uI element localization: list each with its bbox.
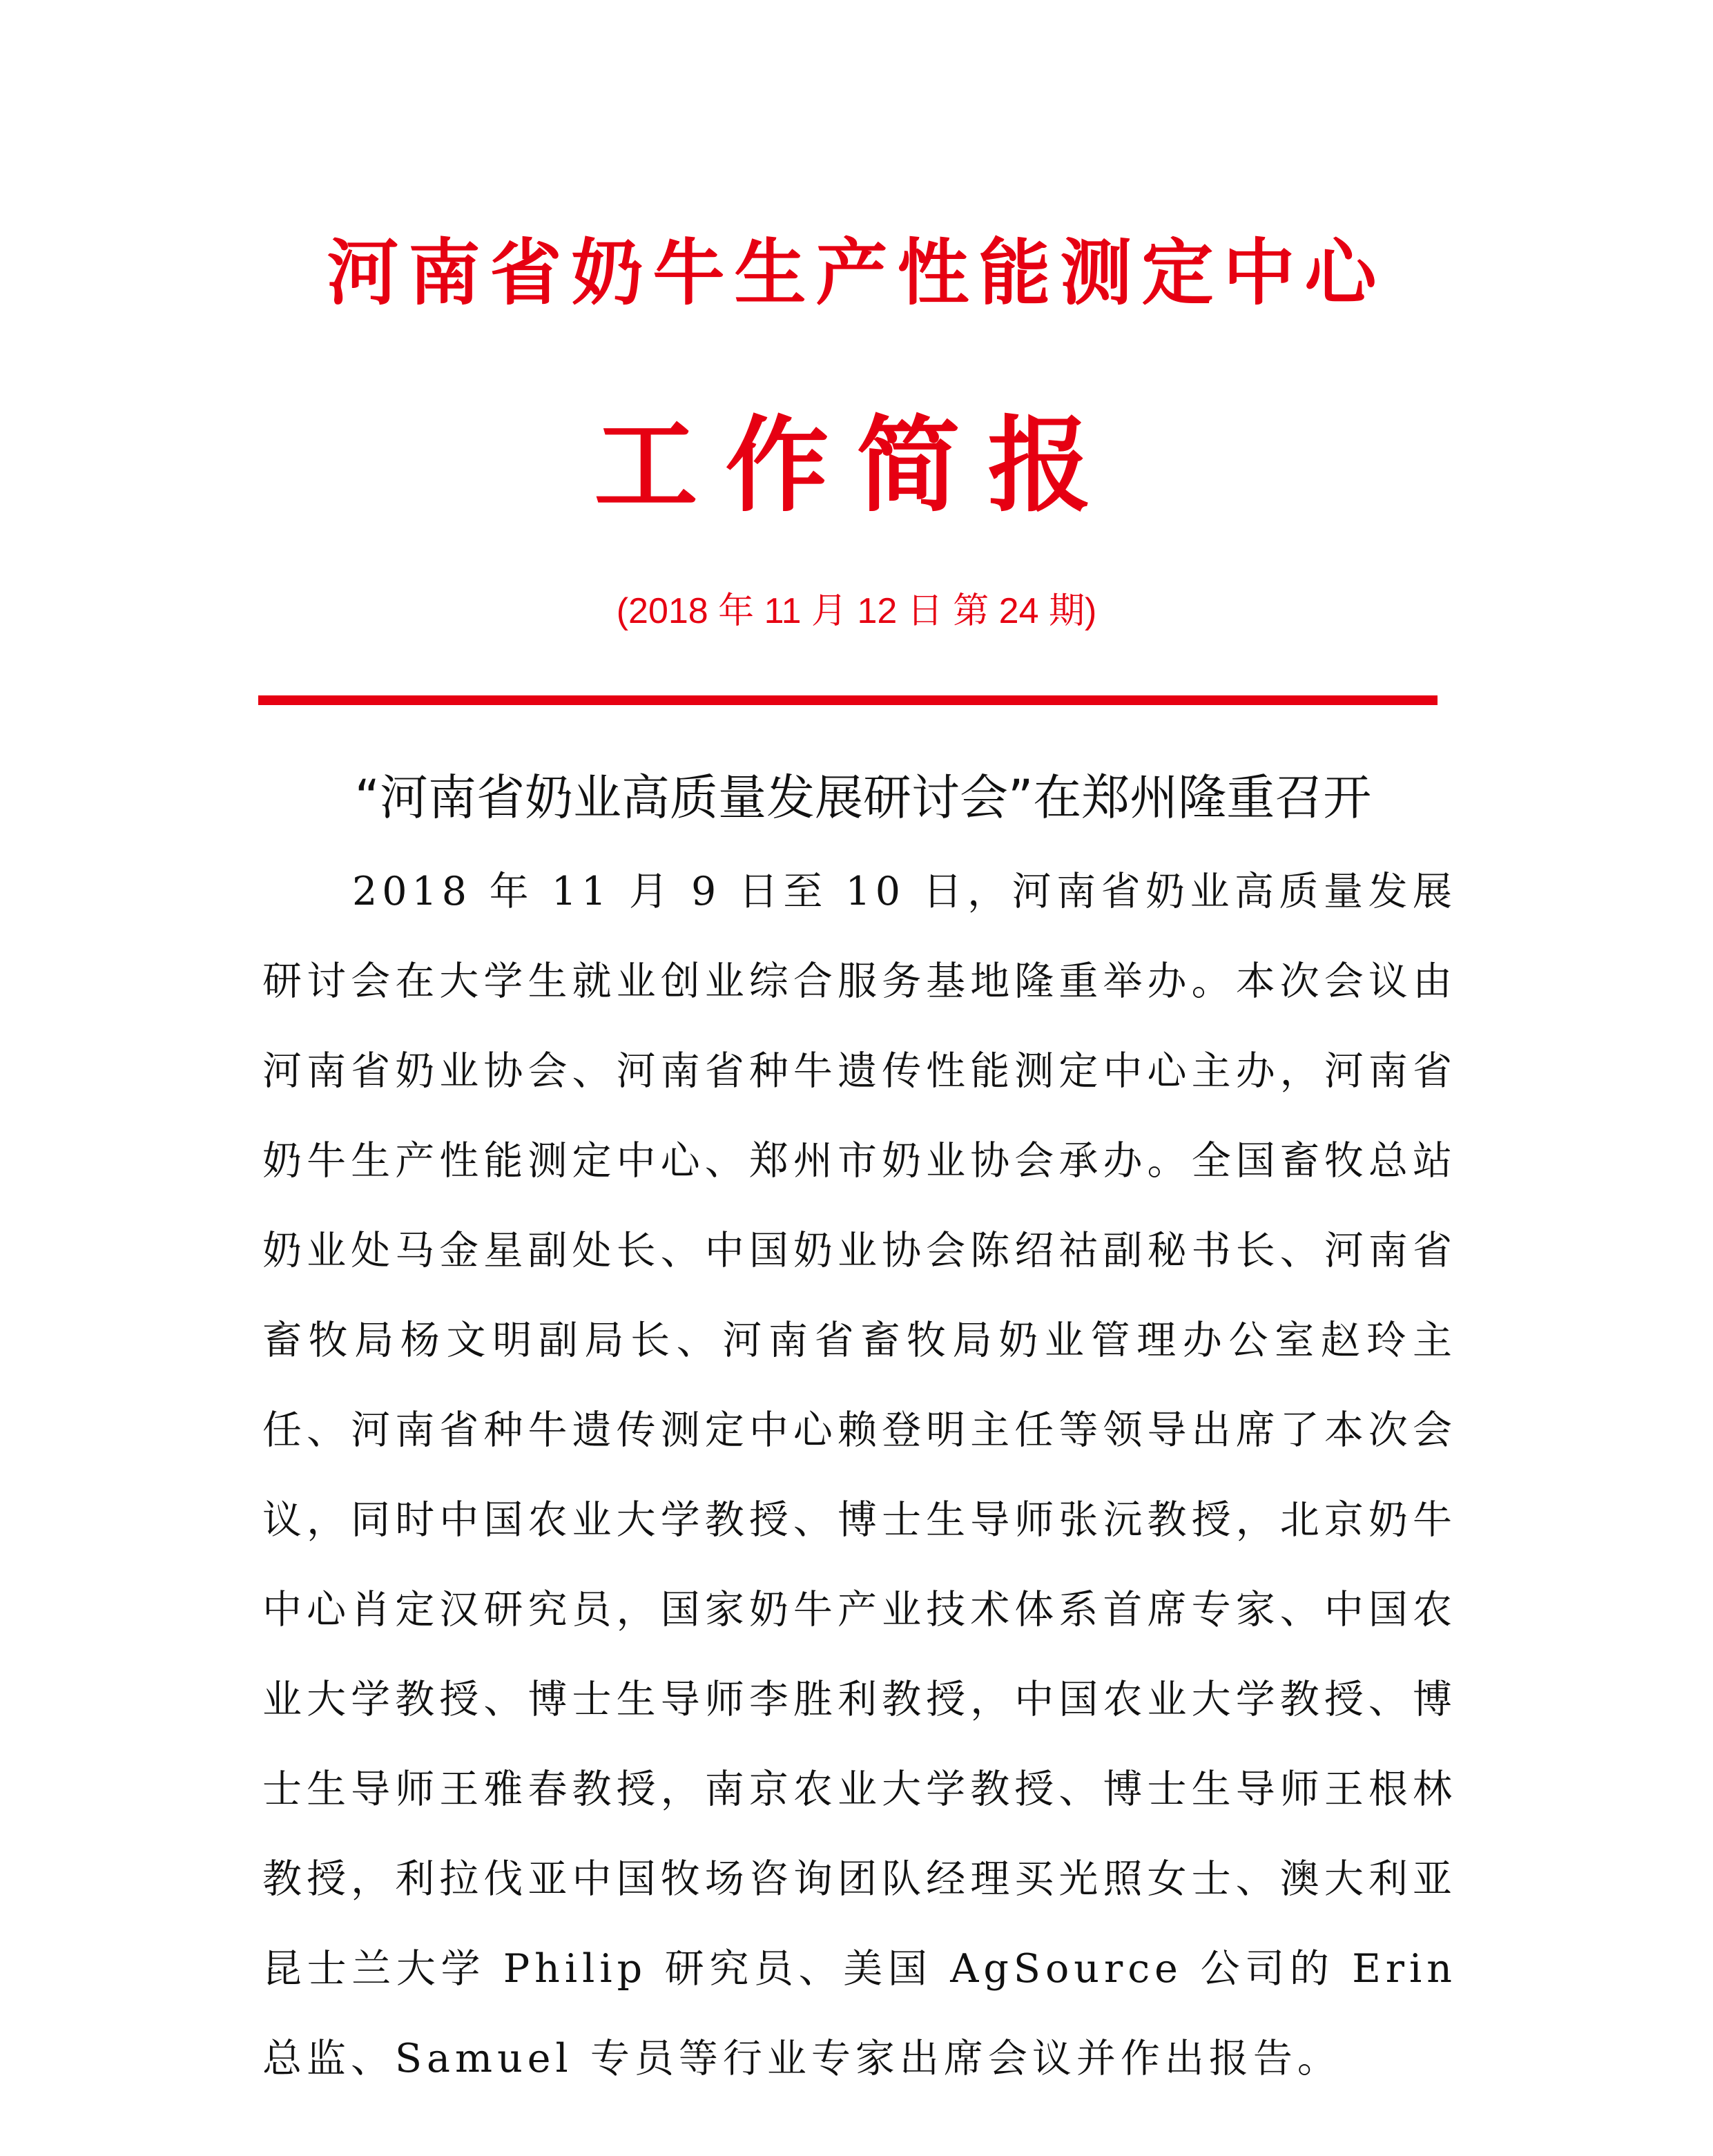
- red-divider-rule: [258, 695, 1438, 705]
- article-body: 2018 年 11 月 9 日至 10 日，河南省奶业高质量发展研讨会在大学生就业创业综合服务基地隆重举办。本次会议由河南省奶业协会、河南省种牛遗传性能测定中心主办，河南省奶牛生产性能测定中心、郑州市奶业协会承办。全国畜牧总站奶业处马金星副处长、中国奶业协会陈绍祜副秘书长、河南省畜牧局杨文明副局长、河南省畜牧局奶业管理办公室赵玲主任、河南省种牛遗传测定中心赖登明主任等领导出席了本次会议，同时中国农业大学教授、博士生导师张沅教授，北京奶牛中心肖定汉研究员，国家奶牛产业技术体系首席专家、中国农业大学教授、博士生导师李胜利教授，中国农业大学教授、博士生导师王雅春教授，南京农业大学教授、博士生导师王根林教授，利拉伐亚中国牧场咨询团队经理买光照女士、澳大利亚昆士兰大学 Philip 研究员、美国 AgSource 公司的 Erin 总监、Samuel 专员等行业专家出席会议并作出报告。: [262, 869, 1457, 2081]
- article-title: “河南省奶业高质量发展研讨会”在郑州隆重召开: [354, 769, 1372, 826]
- issue-date-line: (2018 年 11 月 12 日 第 24 期): [616, 591, 1097, 631]
- brief-title: 工作简报: [594, 406, 1119, 526]
- org-title: 河南省奶牛生产性能测定中心: [327, 231, 1386, 315]
